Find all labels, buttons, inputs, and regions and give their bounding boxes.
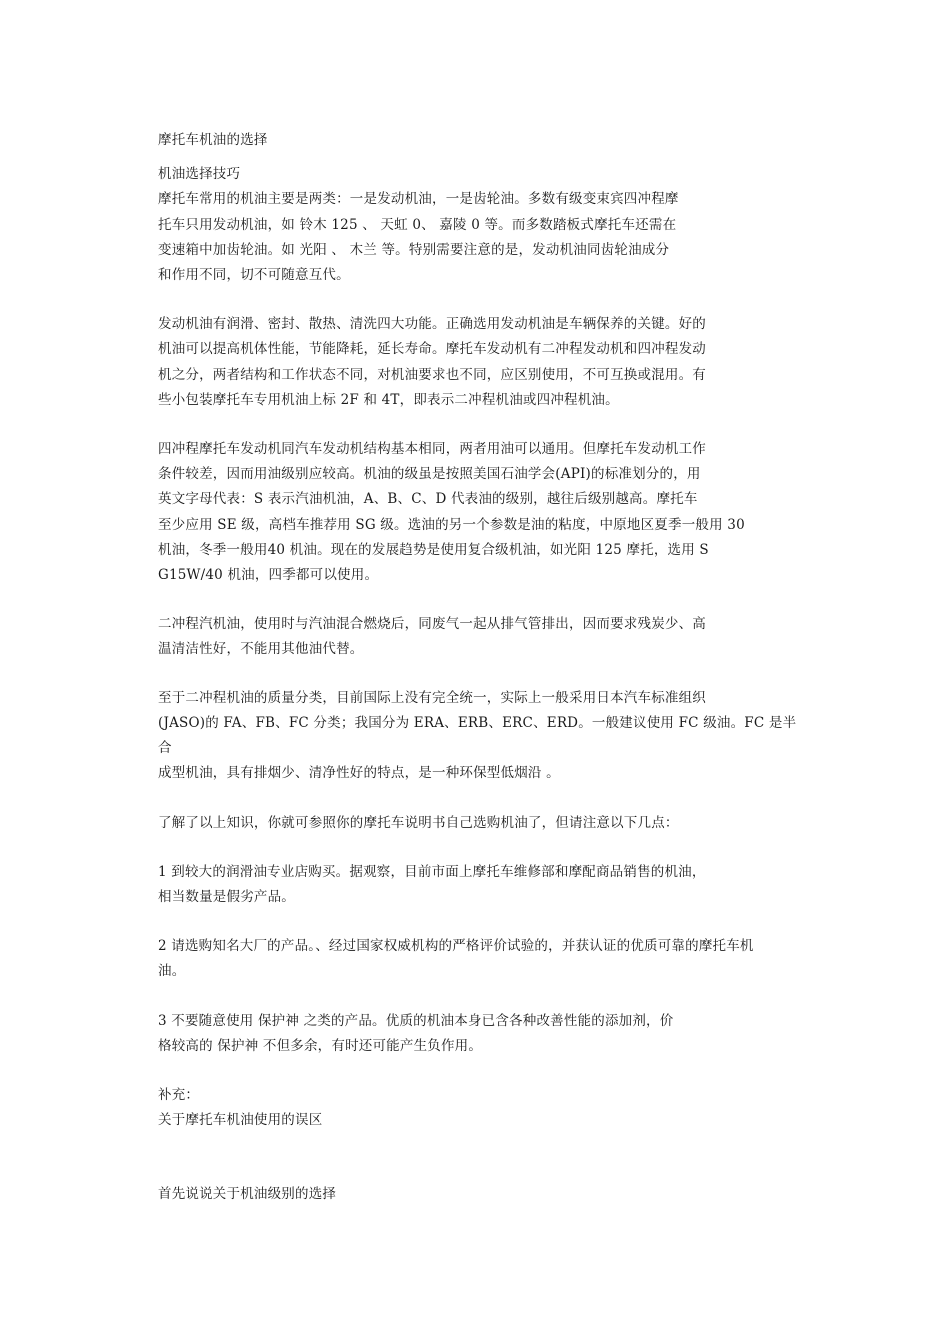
paragraph-line: 四冲程摩托车发动机同汽车发动机结构基本相同，两者用油可以通用。但摩托车发动机工作 [158,441,706,457]
supplement-label: 补充： [158,1087,200,1103]
paragraph-line: G15W/40 机油，四季都可以使用。 [158,567,379,583]
paragraph-line: 托车只用发动机油，如 铃木 125 、 天虹 0、 嘉陵 0 等。而多数踏板式摩托车还需在 [158,217,677,233]
supplement-heading: 关于摩托车机油使用的误区 [158,1112,323,1128]
paragraph-line: 成型机油，具有排烟少、清净性好的特点，是一种环保型低烟沿 。 [158,765,560,781]
paragraph-line: 变速箱中加齿轮油。如 光阳 、 木兰 等。特别需要注意的是，发动机油同齿轮油成分 [158,242,670,258]
section-heading: 机油选择技巧 [158,166,241,182]
paragraph-line: 摩托车常用的机油主要是两类：一是发动机油，一是齿轮油。多数有级变束宾四冲程摩 [158,191,679,207]
list-item-3: 3 不要随意使用 保护神 之类的产品。优质的机油本身已含各种改善性能的添加剂，价 [158,1013,674,1029]
paragraph-line: 机之分，两者结构和工作状态不同，对机油要求也不同，应区别使用，不可互换或混用。有 [158,367,706,383]
paragraph-line: 至于二冲程机油的质量分类，目前国际上没有完全统一，实际上一般采用日本汽车标准组织 [158,690,706,706]
paragraph-line: 发动机油有润滑、密封、散热、清洗四大功能。正确选用发动机油是车辆保养的关键。好的 [158,316,706,332]
paragraph-line: 相当数量是假劣产品。 [158,889,295,905]
paragraph-line: 油。 [158,963,186,979]
paragraph-line: 至少应用 SE 级，高档车推荐用 SG 级。选油的另一个参数是油的粘度，中原地区夏季一般用 30 [158,517,745,533]
paragraph-line: 二冲程汽机油，使用时与汽油混合燃烧后，同废气一起从排气管排出，因而要求残炭少、高 [158,616,706,632]
paragraph-line: 机油可以提高机体性能，节能降耗，延长寿命。摩托车发动机有二冲程发动机和四冲程发动 [158,341,706,357]
paragraph-line: 条件较差，因而用油级别应较高。机油的级虽是按照美国石油学会(API)的标准划分的，用 [158,466,701,482]
paragraph-line: 英文字母代表：S 表示汽油机油，A、B、C、D 代表油的级别，越往后级别越高。摩托车 [158,491,698,507]
paragraph-line: 格较高的 保护神 不但多余，有时还可能产生负作用。 [158,1038,483,1054]
paragraph-line: 温清洁性好，不能用其他油代替。 [158,641,364,657]
list-item-2: 2 请选购知名大厂的产品。、经过国家权威机构的严格评价试验的，并获认证的优质可靠的摩托车机 [158,938,754,954]
list-item-1: 1 到较大的润滑油专业店购买。据观察，目前市面上摩托车维修部和摩配商品销售的机油， [158,864,706,880]
paragraph-line: 机油，冬季一般用40 机油。现在的发展趋势是使用复合级机油，如光阳 125 摩托，选用 S [158,542,709,558]
paragraph-line: 些小包装摩托车专用机油上标 2F 和 4T，即表示二冲程机油或四冲程机油。 [158,392,619,408]
paragraph-line: 和作用不同，切不可随意互代。 [158,267,350,283]
document-title: 摩托车机油的选择 [158,132,268,148]
paragraph-line: (JASO)的 FA、FB、FC 分类；我国分为 ERA、ERB、ERC、ERD。一般建议使用 FC 级油。FC 是半 [158,715,797,731]
paragraph-line: 合 [158,740,172,756]
paragraph-line: 首先说说关于机油级别的选择 [158,1186,337,1202]
paragraph-line: 了解了以上知识，你就可参照你的摩托车说明书自己选购机油了，但请注意以下几点： [158,815,679,831]
